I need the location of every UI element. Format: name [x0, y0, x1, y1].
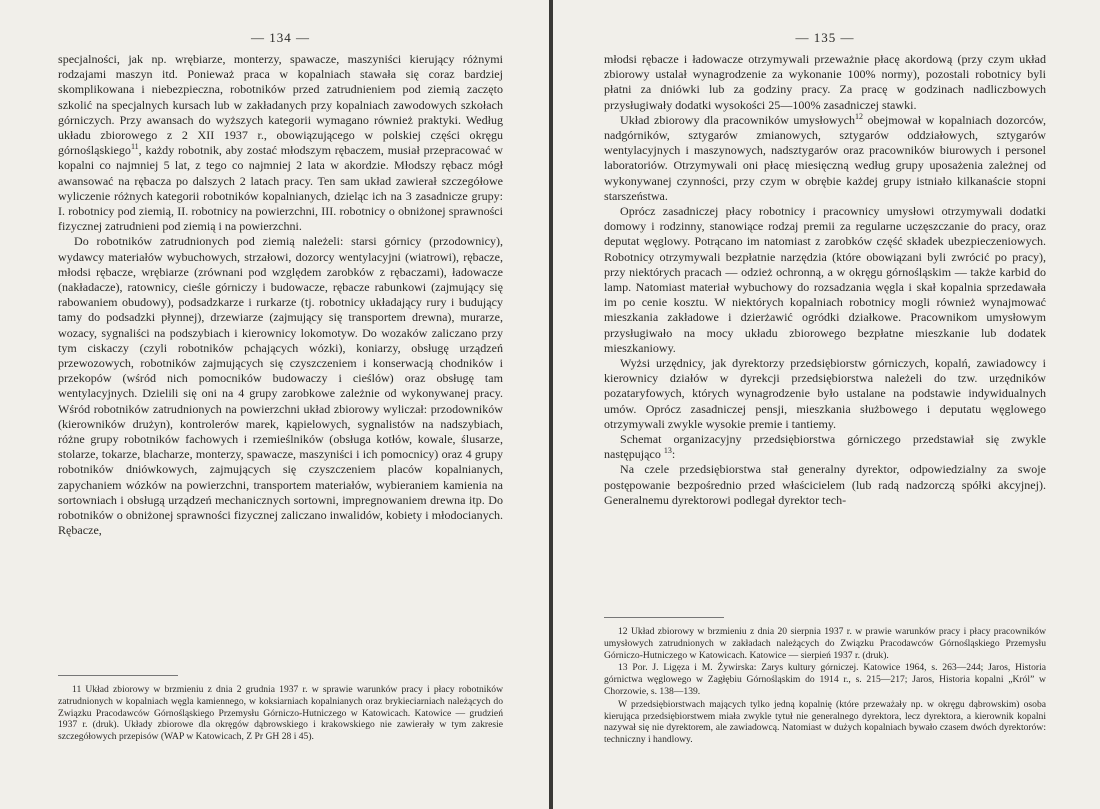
paragraph: młodsi rębacze i ładowacze otrzymywali przeważnie płacę akordową (przy czym układ zbiorowy ustalał wynagrodzenie za wykonanie 100% normy), pozostali robotnicy byli płatni za dniówki lub za godziny pracy. Za pracę w godzinach nadliczbowych przysługiwały dodatki wysokości 25—100% zasadniczej stawki.	[604, 52, 1046, 112]
paragraph	[58, 52, 503, 234]
left-page	[0, 0, 549, 809]
footnote-ref[interactable]: 13	[663, 446, 672, 456]
footnote: 11 Układ zbiorowy w brzmieniu z dnia 2 grudnia 1937 r. w sprawie warunków pracy i płacy robotników zatrudnionych w kopalniach węgla kamiennego, w koksiarniach kopalnianych oraz brykieciarniach należących do Związku Pracodawców Górnośląskiego Przemysłu Górniczo-Hutniczego w Katowicach. Katowice — grudzień 1937 r. (druk). Układy zbiorowe dla okręgów dąbrowskiego i krakowskiego nie zawierały w tym zakresie szczegółowych przepisów (WAP w Katowicach, Z Pr GH 28 i 45).	[58, 684, 503, 743]
paragraph-text: Schemat organizacyjny przedsiębiorstwa górniczego przedstawiał się zwykle następująco	[604, 432, 1046, 462]
paragraph-text: , każdy robotnik, aby zostać młodszym rębaczem, musiał przepracować w kopalni co najmniej 5 lat, z tego co najmniej 2 lata w akordzie. Młodszy rębacz mógł awansować na rębacza po dalszych 2 latach pracy. Ten sam układ zawierał szczegółowe wyliczenie różnych kategorii robotników kopalnianych, dzieląc ich na 3 zasadnicze grupy: I. robotnicy pod ziemią, II. robotnicy na powierzchni, III. robotnicy o obniżonej sprawności fizycznej zatrudnieni pod ziemią i na powierzchni.	[58, 143, 503, 234]
paragraph-text: obejmował w kopalniach dozorców, nadgórników, sztygarów zmianowych, sztygarów oddziałowych, sztygarów wentylacyjnych i maszynowych, nadsztygarów oraz pracowników biurowych i personel laboratoriów. Otrzymywali oni płacę miesięczną według grupy uposażenia zależnej od wykonywanej czynności, przy czym w obrębie każdej grupy istniało kilkanaście stopni starszeństwa.	[604, 112, 1046, 203]
main-text	[58, 52, 503, 657]
footnote-divider	[604, 617, 724, 618]
paragraph: Oprócz zasadniczej płacy robotnicy i pracownicy umysłowi otrzymywali dodatki domowy i rodzinny, stanowiące rodzaj premii za regularne uczęszczanie do pracy, oraz deputat węglowy. Potrącano im natomiast z zarobków część składek ubezpieczeniowych. Robotnicy otrzymywali bezpłatnie narzędzia (które obowiązani byli zwrócić po pracy), przy niektórych pracach — odzież ochronną, a w okręgu górnośląskim — także karbid do lamp. Natomiast materiał wybuchowy do rozsadzania węgla i skał kopalnia sprzedawała im po cenie kosztu. W niektórych kopalniach robotnicy mogli również wynajmować mieszkania zakładowe i dzierżawić ogródki działkowe. Pracownikom umysłowym przysługiwało na mocy układu zbiorowego bezpłatne mieszkanie lub dodatek mieszkaniowy.	[604, 204, 1046, 355]
footnote: 12 Układ zbiorowy w brzmieniu z dnia 20 sierpnia 1937 r. w prawie warunków pracy i płacy pracowników umysłowych zatrudnionych w zakładach należących do Związku Pracodawców Górnośląskiego Przemysłu Górniczo-Hutniczego w Katowicach. Katowice — sierpień 1937 r. (druk).	[604, 626, 1046, 661]
paragraph: Wyżsi urzędnicy, jak dyrektorzy przedsiębiorstw górniczych, kopalń, zawiadowcy i kierownicy działów w dyrekcji przedsiębiorstwa należeli do tzw. urzędników pozataryfowych, których wynagrodzenie było ustalane na podstawie indywidualnych umów. Oprócz zasadniczej pensji, mieszkania służbowego i deputatu węglowego otrzymywali zwykle wysokie premie i tantiemy.	[604, 356, 1046, 431]
footnotes	[604, 626, 1046, 746]
footnote-ref[interactable]: 11	[130, 142, 139, 152]
paragraph: Do robotników zatrudnionych pod ziemią należeli: starsi górnicy (przodownicy), wydawcy materiałów wybuchowych, strzałowi, dozorcy wentylacyjni (wiatrowi), rębacze, młodsi rębacze, wrębiarze (zrównani pod względem zarobków z rębaczami), ładowacze (nakładacze), ratownicy, cieśle górniczy i budowacze, rębacze rabunkowi (zajmujący się rabowaniem obudowy), podsadzkarze i rurkarze (tj. robotnicy układający rury i budujący tamy do podsadzki płynnej), drzewiarze (zajmujący się transportem drewna), murarze, wozacy, sygnaliści na podszybiach i kierownicy lokomotyw. Do wozaków zaliczano przy tym ciskaczy (czyli robotników pchających wózki), koniarzy, obsługę urządzeń przewozowych, robotników zajmujących się czyszczeniem i konserwacją chodników i przekopów (wśród nich pomocników budowaczy i cieślów) oraz obsługę tam wentylacyjnych. Dzielili się oni na 4 grupy zarobkowe zależnie od wykonywanej pracy. Wśród robotników zatrudnionych na powierzchni układ zbiorowy wyliczał: przodowników (kierowników drużyn), kontrolerów marek, kąpielowych, sygnalistów na nadszybiach, różne grupy robotników fachowych i rzemieślników (obsługa kotłów, kowale, ślusarze, stolarze, tokarze, blacharze, monterzy, spawacze, maszyniści i ich pomocnicy) oraz 4 grupy robotników dniówkowych, zajmujących się czyszczeniem placów kopalnianych, zapychaniem wózków na powierzchni, transportem materiałów, wybieraniem kamienia na sortowniach i obsługą urządzeń mechanicznych sortowni, impregnowaniem drewna itp. Do robotników o obniżonej sprawności fizycznej zaliczano inwalidów, kobiety i młodocianych. Rębacze,	[58, 234, 503, 538]
footnote-ref[interactable]: 12	[854, 111, 863, 121]
footnote-divider	[58, 675, 178, 676]
footnotes	[58, 684, 503, 743]
paragraph-text: Układ zbiorowy dla pracowników umysłowych	[620, 112, 855, 127]
main-text	[604, 52, 1046, 605]
paragraph-text: :	[671, 447, 676, 462]
paragraph-text: specjalności, jak np. wrębiarze, monterzy, spawacze, maszyniści kierujący różnymi rodzajami maszyn itd. Ponieważ praca w kopalniach stawała się coraz bardziej skomplikowana i niebezpieczna, robotników przed zatrudnieniem pod ziemią zaczęto szkolić na specjalnych kursach lub w zakładanych przy kopalniach zawodowych szkołach górniczych. Przy awansach do wyższych kategorii wymagano również praktyki. Według układu zbiorowego z 2 XII 1937 r., obowiązującego w polskiej części okręgu górnośląskiego	[58, 52, 503, 158]
paragraph: Na czele przedsiębiorstwa stał generalny dyrektor, odpowiedzialny za swoje postępowanie bezpośrednio przed właścicielem (lub radą nadzorczą spółki akcyjnej). Generalnemu dyrektorowi podlegał dyrektor tech-	[604, 462, 1046, 507]
footnote: 13 Por. J. Ligęza i M. Żywirska: Zarys kultury górniczej. Katowice 1964, s. 263—244; Jaros, Historia górnictwa węglowego w Zagłębiu Górnośląskim do 1914 r., s. 215—217; Jaros, Historia kopalni „Król” w Chorzowie, s. 138—139.	[604, 662, 1046, 697]
page-number: — 135 —	[795, 30, 855, 45]
paragraph	[604, 113, 1046, 204]
paragraph	[604, 432, 1046, 462]
page-number: — 134 —	[251, 30, 310, 45]
footnote: W przedsiębiorstwach mających tylko jedną kopalnię (które przeważały np. w okręgu dąbrowskim) osoba kierująca przedsiębiorstwem miała zwykle tytuł nie generalnego dyrektora, lecz dyrektora, a kierownik kopalni nazywał się nie dyrektorem, ale zawiadowcą. Natomiast w dużych kopalniach bywało czasem dwóch dyrektorów: techniczny i handlowy.	[604, 698, 1046, 746]
right-page	[553, 0, 1100, 809]
